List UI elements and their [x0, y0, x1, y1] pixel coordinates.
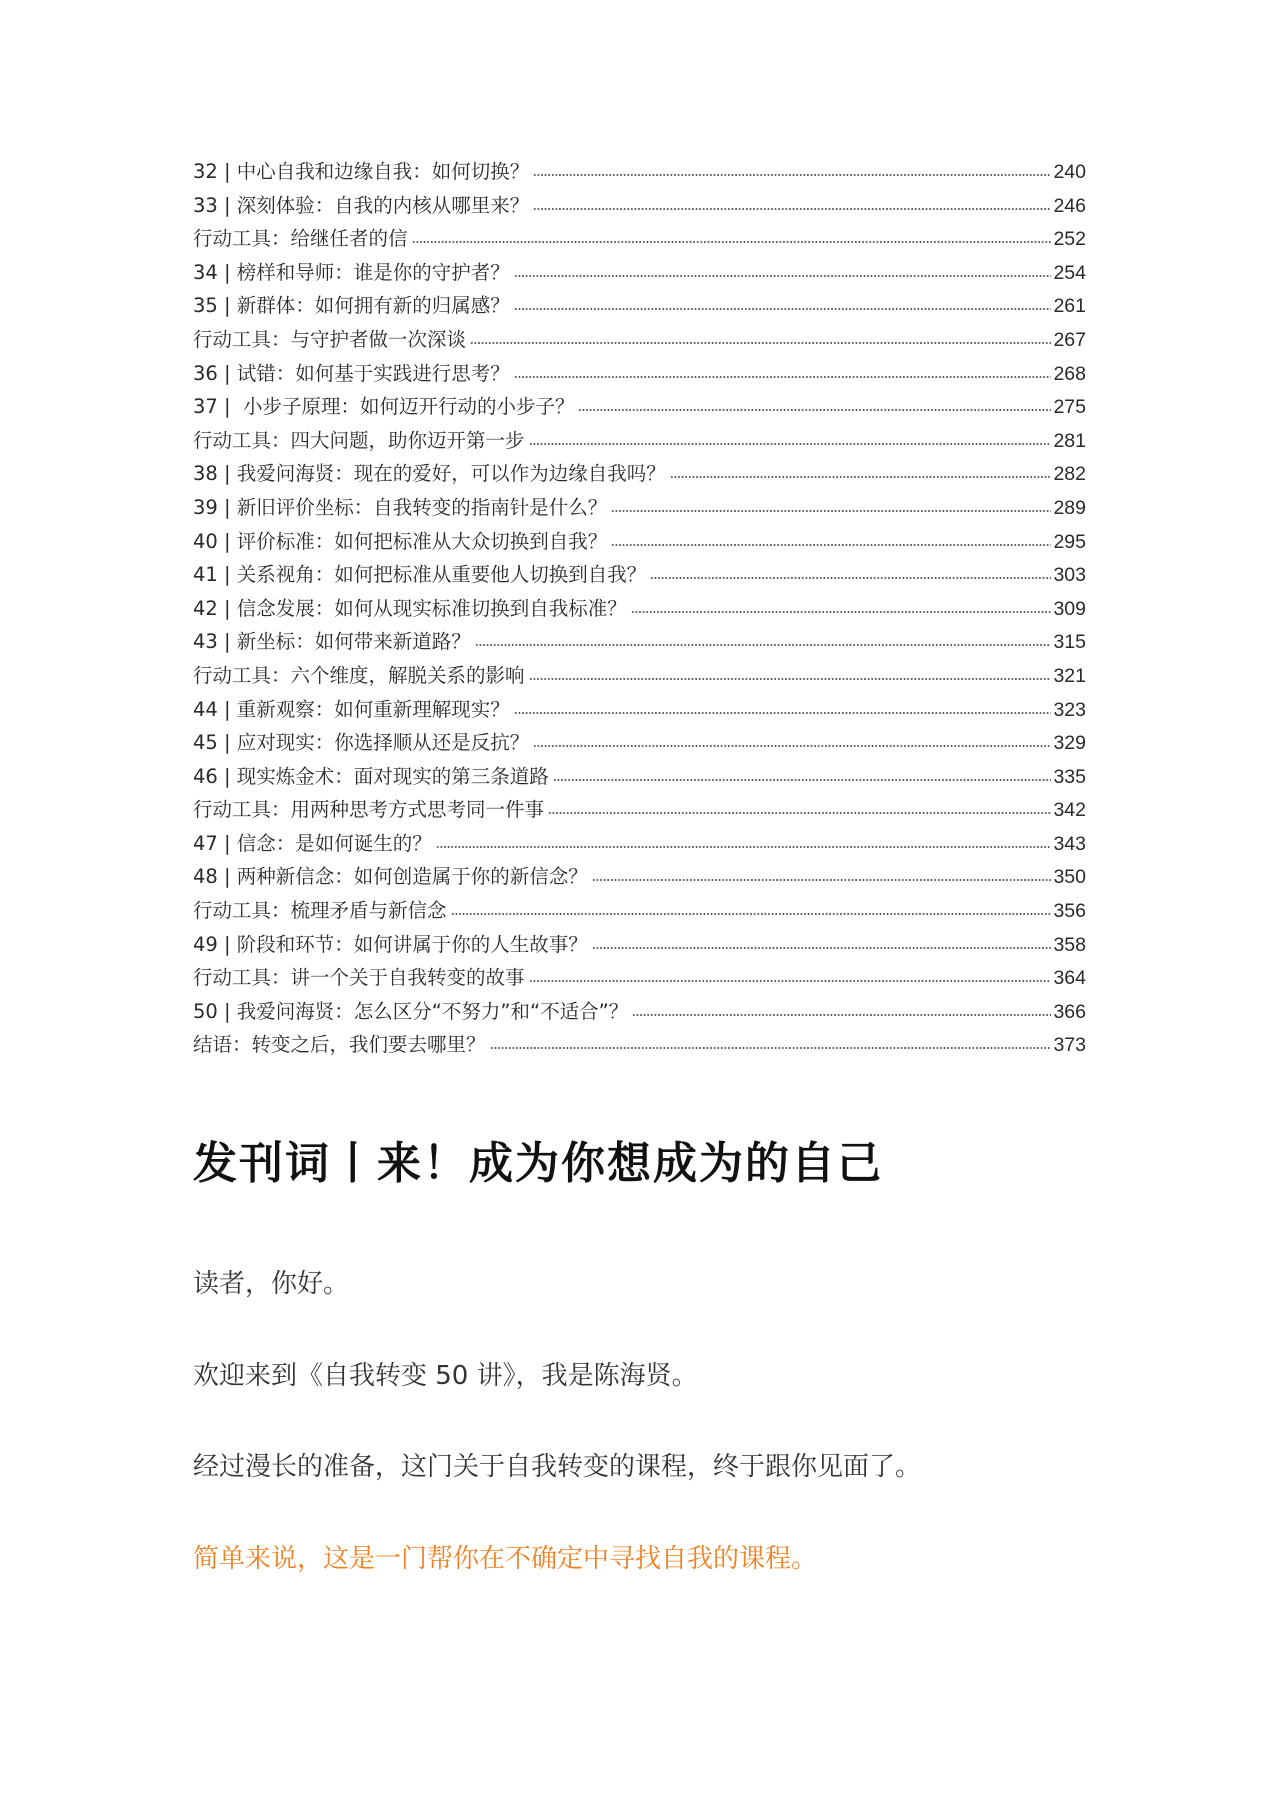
toc-entry-title: 50 | 我爱问海贤：怎么区分“不努力”和“不适合”？	[193, 999, 629, 1023]
toc-entry[interactable]	[193, 860, 1086, 894]
toc-dot-leader	[514, 375, 1052, 379]
toc-dot-leader	[650, 576, 1051, 580]
paragraph-highlight: 简单来说，这是一门帮你在不确定中寻找自我的课程。	[193, 1544, 818, 1574]
table-of-contents	[193, 155, 1086, 1062]
toc-entry-title: 36 | 试错：如何基于实践进行思考？	[193, 361, 510, 385]
toc-dot-leader	[533, 173, 1051, 177]
paragraph-intro: 经过漫长的准备，这门关于自我转变的课程，终于跟你见面了。	[193, 1452, 922, 1482]
toc-page-number: 252	[1053, 228, 1086, 251]
toc-entry-title: 行动工具：用两种思考方式思考同一件事	[193, 798, 545, 822]
toc-dot-leader	[631, 610, 1052, 614]
toc-entry[interactable]	[193, 357, 1086, 391]
toc-page-number: 254	[1053, 261, 1086, 284]
toc-entry-title: 43 | 新坐标：如何带来新道路？	[193, 630, 471, 654]
paragraph-welcome: 欢迎来到《自我转变 50 讲》，我是陈海贤。	[193, 1361, 698, 1391]
toc-page-number: 364	[1053, 967, 1086, 990]
toc-entry-title: 40 | 评价标准：如何把标准从大众切换到自我？	[193, 529, 608, 553]
toc-entry-title: 33 | 深刻体验：自我的内核从哪里来？	[193, 193, 530, 217]
toc-entry-title: 48 | 两种新信念：如何创造属于你的新信念？	[193, 865, 588, 889]
toc-entry-title: 49 | 阶段和环节：如何讲属于你的人生故事？	[193, 932, 588, 956]
toc-entry[interactable]	[193, 726, 1086, 760]
toc-dot-leader	[533, 744, 1051, 748]
toc-dot-leader	[611, 543, 1051, 547]
toc-page-number: 356	[1053, 900, 1086, 923]
toc-dot-leader	[592, 878, 1052, 882]
toc-entry-title: 45 | 应对现实：你选择顺从还是反抗？	[193, 731, 530, 755]
toc-entry[interactable]	[193, 222, 1086, 256]
toc-dot-leader	[553, 778, 1052, 782]
toc-dot-leader	[514, 274, 1052, 278]
toc-entry-title: 32 | 中心自我和边缘自我：如何切换？	[193, 160, 530, 183]
toc-dot-leader	[529, 979, 1052, 983]
toc-page-number: 358	[1053, 933, 1086, 956]
toc-entry[interactable]	[193, 693, 1086, 727]
toc-page-number: 303	[1053, 564, 1086, 587]
toc-entry[interactable]	[193, 491, 1086, 525]
toc-page-number: 289	[1053, 496, 1086, 519]
toc-entry[interactable]	[193, 659, 1086, 693]
toc-entry[interactable]	[193, 323, 1086, 357]
toc-entry-title: 44 | 重新观察：如何重新理解现实？	[193, 697, 510, 721]
toc-entry[interactable]	[193, 390, 1086, 424]
toc-dot-leader	[436, 845, 1052, 849]
toc-page-number: 275	[1053, 396, 1086, 419]
toc-page-number: 335	[1053, 765, 1086, 788]
toc-entry-title: 行动工具：与守护者做一次深谈	[193, 327, 467, 351]
toc-entry-title: 38 | 我爱问海贤：现在的爱好，可以作为边缘自我吗？	[193, 462, 666, 486]
toc-dot-leader	[548, 811, 1051, 815]
toc-page-number: 267	[1053, 328, 1086, 351]
toc-dot-leader	[529, 677, 1052, 681]
toc-entry[interactable]	[193, 457, 1086, 491]
toc-dot-leader	[533, 207, 1051, 211]
toc-dot-leader	[514, 711, 1052, 715]
toc-entry-title: 行动工具：四大问题，助你迈开第一步	[193, 428, 525, 452]
toc-page-number: 268	[1053, 362, 1086, 385]
toc-entry[interactable]	[193, 793, 1086, 827]
toc-entry-title: 行动工具：六个维度，解脱关系的影响	[193, 663, 525, 687]
toc-page-number: 329	[1053, 732, 1086, 755]
toc-entry-title: 47 | 信念：是如何诞生的？	[193, 831, 432, 855]
toc-entry-title: 37 | 小步子原理：如何迈开行动的小步子？	[193, 395, 575, 419]
toc-page-number: 281	[1053, 429, 1086, 452]
toc-entry-title: 行动工具：给继任者的信	[193, 227, 408, 251]
toc-entry-title: 46 | 现实炼金术：面对现实的第三条道路	[193, 764, 549, 788]
toc-entry[interactable]	[193, 525, 1086, 559]
toc-dot-leader	[412, 240, 1052, 244]
toc-entry[interactable]	[193, 760, 1086, 794]
paragraph-greeting: 读者，你好。	[193, 1269, 350, 1299]
toc-page-number: 321	[1053, 664, 1086, 687]
toc-entry[interactable]	[193, 961, 1086, 995]
toc-dot-leader	[475, 643, 1052, 647]
toc-dot-leader	[670, 475, 1052, 479]
toc-entry[interactable]	[193, 894, 1086, 928]
toc-page-number: 343	[1053, 832, 1086, 855]
toc-page-number: 342	[1053, 799, 1086, 822]
toc-entry[interactable]	[193, 995, 1086, 1029]
toc-dot-leader	[611, 509, 1051, 513]
section-heading: 发刊词丨来！成为你想成为的自己	[193, 1138, 883, 1189]
toc-page-number: 246	[1053, 194, 1086, 217]
toc-page-number: 350	[1053, 866, 1086, 889]
toc-entry-title: 行动工具：梳理矛盾与新信念	[193, 899, 447, 923]
toc-entry[interactable]	[193, 289, 1086, 323]
toc-entry-title: 34 | 榜样和导师：谁是你的守护者？	[193, 260, 510, 284]
toc-entry[interactable]	[193, 558, 1086, 592]
toc-dot-leader	[578, 408, 1051, 412]
toc-dot-leader	[451, 912, 1052, 916]
toc-page-number: 240	[1053, 161, 1086, 183]
toc-entry[interactable]	[193, 928, 1086, 962]
toc-page-number: 309	[1053, 597, 1086, 620]
toc-entry-title: 行动工具：讲一个关于自我转变的故事	[193, 966, 525, 990]
toc-page-number: 366	[1053, 1000, 1086, 1023]
toc-entry[interactable]	[193, 155, 1086, 189]
toc-dot-leader	[592, 946, 1052, 950]
toc-dot-leader	[514, 307, 1052, 311]
toc-dot-leader	[470, 341, 1051, 345]
toc-page-number: 295	[1053, 530, 1086, 553]
toc-entry-title: 39 | 新旧评价坐标：自我转变的指南针是什么？	[193, 495, 608, 519]
toc-page-number: 282	[1053, 463, 1086, 486]
toc-page-number: 323	[1053, 698, 1086, 721]
toc-page-number: 315	[1053, 631, 1086, 654]
toc-dot-leader	[529, 442, 1052, 446]
toc-entry[interactable]	[193, 827, 1086, 861]
toc-dot-leader	[490, 1046, 1052, 1050]
toc-entry-title: 41 | 关系视角：如何把标准从重要他人切换到自我？	[193, 563, 647, 587]
toc-entry-title: 42 | 信念发展：如何从现实标准切换到自我标准？	[193, 596, 627, 620]
toc-entry[interactable]	[193, 189, 1086, 223]
toc-dot-leader	[632, 1013, 1051, 1017]
toc-page-number: 261	[1053, 295, 1086, 318]
toc-entry[interactable]	[193, 1028, 1086, 1062]
toc-page-number: 373	[1053, 1034, 1086, 1057]
toc-entry[interactable]	[193, 625, 1086, 659]
toc-entry[interactable]	[193, 256, 1086, 290]
toc-entry[interactable]	[193, 592, 1086, 626]
toc-entry[interactable]	[193, 424, 1086, 458]
toc-entry-title: 结语：转变之后，我们要去哪里？	[193, 1033, 486, 1057]
toc-entry-title: 35 | 新群体：如何拥有新的归属感？	[193, 294, 510, 318]
